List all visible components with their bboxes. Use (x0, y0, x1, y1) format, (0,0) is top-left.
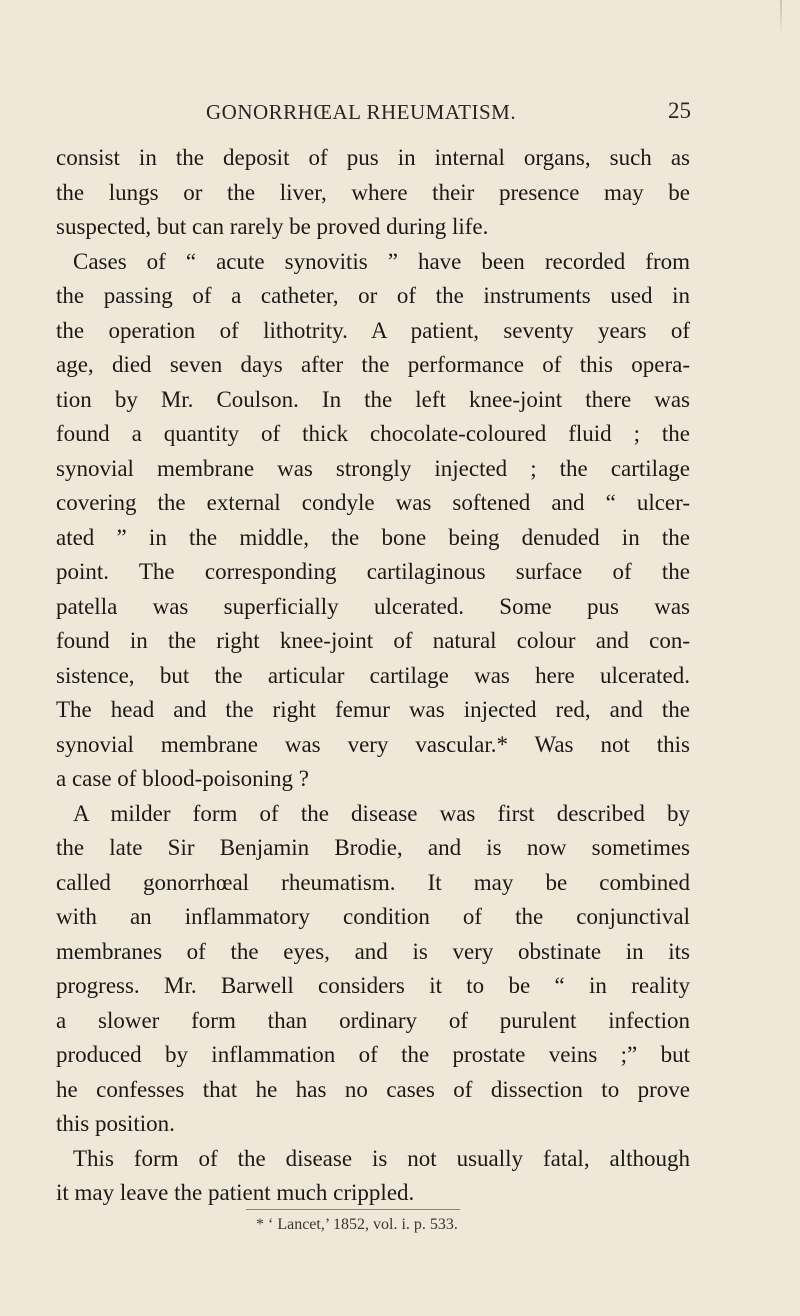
text-line: the lungs or the liver, where their presence may be (56, 179, 690, 205)
text-line: synovial membrane was strongly injected ; the cartilage (56, 455, 690, 481)
text-line: suspected, but can rarely be proved during life. (56, 214, 489, 239)
text-line: he confesses that he has no cases of dissection to prove (56, 1076, 690, 1102)
text-line: consist in the deposit of pus in internal organs, such as (56, 145, 690, 170)
text-line: synovial membrane was very vascular.* Was not this (56, 731, 690, 757)
text-line: produced by inflammation of the prostate veins ;” but (56, 1042, 690, 1067)
running-title: GONORRHŒAL RHEUMATISM. (206, 100, 517, 124)
text-line: A milder form of the disease was first described by (73, 800, 690, 826)
text-line: age, died seven days after the performance of this opera- (56, 352, 690, 377)
text-line: it may leave the patient much crippled. (56, 1180, 415, 1205)
text-line: The head and the right femur was injected red, and the (56, 697, 690, 722)
text-line: sistence, but the articular cartilage was here ulcerated. (56, 662, 690, 688)
text-line: ated ” in the middle, the bone being denuded in the (56, 524, 690, 550)
text-line: this position. (56, 1111, 175, 1136)
text-line: Cases of “ acute synovitis ” have been recorded from (73, 248, 690, 274)
text-line: covering the external condyle was softened and “ ulcer- (56, 490, 690, 515)
text-line: the late Sir Benjamin Brodie, and is now sometimes (56, 835, 690, 860)
footnote: * ‘ Lancet,’ 1852, vol. i. p. 533. (256, 1216, 458, 1233)
page-number: 25 (668, 98, 691, 123)
text-line: a slower form than ordinary of purulent infection (56, 1007, 690, 1033)
footnote-rule (246, 1209, 460, 1210)
text-line: a case of blood-poisoning ? (56, 766, 309, 791)
text-line: found a quantity of thick chocolate-coloured fluid ; the (56, 421, 690, 446)
text-line: patella was superficially ulcerated. Some pus was (56, 593, 690, 619)
text-line: the operation of lithotrity. A patient, seventy years of (56, 317, 690, 343)
page-edge-shadow (780, 0, 782, 38)
text-line: found in the right knee-joint of natural colour and con- (56, 628, 690, 653)
text-line: with an inflammatory condition of the conjunctival (56, 904, 690, 929)
text-line: progress. Mr. Barwell considers it to be “ in reality (56, 973, 690, 998)
text-line: tion by Mr. Coulson. In the left knee-joint there was (56, 386, 690, 412)
body-text (56, 141, 690, 1211)
running-head (56, 98, 691, 130)
text-line: This form of the disease is not usually fatal, although (73, 1145, 690, 1171)
text-line: called gonorrhœal rheumatism. It may be combined (56, 869, 690, 895)
text-line: point. The corresponding cartilaginous surface of the (56, 559, 690, 584)
text-line: the passing of a catheter, or of the instruments used in (56, 283, 690, 308)
text-line: membranes of the eyes, and is very obstinate in its (56, 938, 690, 964)
